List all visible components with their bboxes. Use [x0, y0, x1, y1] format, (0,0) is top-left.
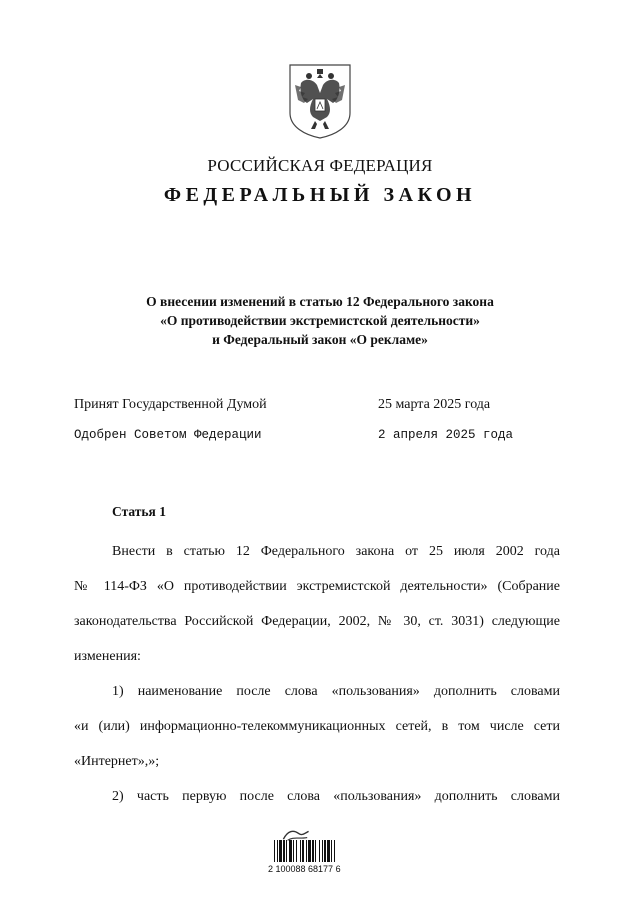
barcode-bar — [334, 840, 335, 862]
barcode-bar — [331, 840, 332, 862]
barcode-bar — [283, 840, 285, 862]
barcode-bar — [286, 840, 287, 862]
barcode-bar — [277, 840, 278, 862]
barcode-bar — [296, 840, 297, 862]
article-heading: Статья 1 — [112, 504, 166, 519]
barcode-bar — [279, 840, 282, 862]
adoption-body: Принят Государственной Думой — [74, 397, 267, 412]
adoption-body: Одобрен Советом Федерации — [74, 428, 262, 442]
list-item-2 — [74, 779, 560, 814]
barcode-icon — [274, 840, 354, 862]
article-paragraph — [74, 534, 560, 674]
barcode-bar — [322, 840, 323, 862]
barcode-bar — [289, 840, 292, 862]
barcode-number: 2 100088 68177 6 — [268, 864, 341, 874]
barcode-bar — [306, 840, 307, 862]
paragraph-line: «и (или) информационно-телекоммуникационных сетей, в том числе сети — [74, 719, 560, 734]
barcode-bar — [324, 840, 326, 862]
paragraph-line: Внести в статью 12 Федерального закона от 25 июля 2002 года — [112, 544, 560, 559]
paragraph-line: № 114-ФЗ «О противодействии экстремистской деятельности» (Собрание — [74, 579, 560, 594]
paragraph-line: «Интернет»,»; — [74, 754, 160, 769]
document-type: ФЕДЕРАЛЬНЫЙ ЗАКОН — [163, 184, 477, 206]
law-title-line: «О противодействии экстремистской деятельности» — [160, 313, 480, 328]
law-title — [60, 292, 580, 349]
barcode-bar — [327, 840, 330, 862]
country-name: РОССИЙСКАЯ ФЕДЕРАЦИЯ — [207, 156, 433, 175]
paragraph-line: 1) наименование после слова «пользования» дополнить словами — [112, 684, 560, 699]
law-title-line: О внесении изменений в статью 12 Федерального закона — [146, 294, 494, 309]
adoption-date: 25 марта 2025 года — [378, 397, 491, 412]
law-title-line: и Федеральный закон «О рекламе» — [212, 332, 428, 347]
barcode-bar — [300, 840, 301, 862]
paragraph-line: изменения: — [74, 649, 141, 664]
barcode-bar — [274, 840, 275, 862]
paragraph-line: законодательства Российской Федерации, 2002, № 30, ст. 3031) следующие — [74, 614, 560, 629]
barcode-bar — [312, 840, 314, 862]
paragraph-line: 2) часть первую после слова «пользования» дополнить словами — [112, 789, 560, 804]
russian-coat-of-arms-icon — [287, 63, 353, 139]
adoption-date: 2 апреля 2025 года — [378, 428, 514, 442]
barcode-bar — [302, 840, 304, 862]
list-item-1 — [74, 674, 560, 779]
barcode-bar — [308, 840, 311, 862]
barcode-bar — [293, 840, 294, 862]
barcode-bar — [315, 840, 316, 862]
barcode-bar — [319, 840, 320, 862]
